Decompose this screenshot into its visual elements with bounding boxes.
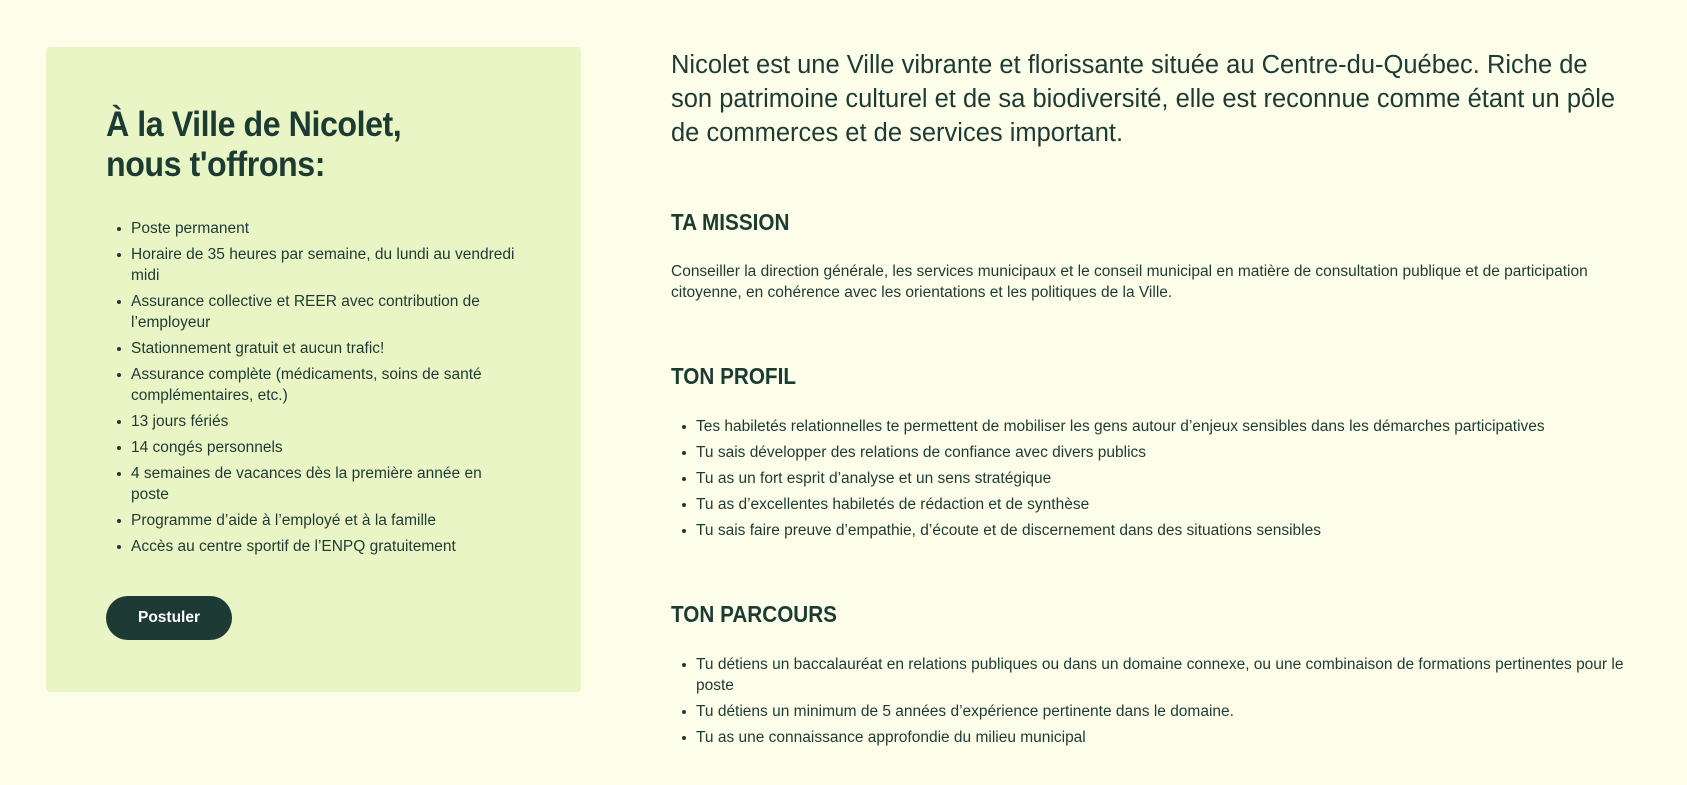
benefit-item: Programme d’aide à l’employé et à la famille: [106, 510, 516, 531]
profile-heading: TON PROFIL: [671, 363, 796, 389]
benefit-item: Accès au centre sportif de l’ENPQ gratuitement: [106, 536, 516, 557]
intro-paragraph: Nicolet est une Ville vibrante et florissante située au Centre-du-Québec. Riche de son patrimoine culturel et de sa biodiversité, elle est reconnue comme étant un pôle de commerces et de services important.: [671, 51, 1616, 147]
profile-item: Tu as d’excellentes habiletés de rédaction et de synthèse: [671, 494, 1631, 515]
benefit-item: Horaire de 35 heures par semaine, du lundi au vendredi midi: [106, 244, 516, 286]
benefit-item: Assurance collective et REER avec contribution de l’employeur: [106, 291, 516, 333]
benefit-item: 14 congés personnels: [106, 437, 516, 458]
benefit-item: Assurance complète (médicaments, soins de santé complémentaires, etc.): [106, 364, 516, 406]
mission-heading: TA MISSION: [671, 209, 790, 235]
benefits-card: [46, 47, 581, 692]
benefit-item: Stationnement gratuit et aucun trafic!: [106, 338, 516, 359]
profile-item: Tes habiletés relationnelles te permettent de mobiliser les gens autour d’enjeux sensibles dans les démarches participatives: [671, 416, 1631, 437]
profile-list: [671, 416, 1631, 541]
mission-text: Conseiller la direction générale, les services municipaux et le conseil municipal en matière de consultation publique et de participation citoyenne, en cohérence avec les orientations et les politiques de la Ville.: [671, 263, 1588, 301]
profile-item: Tu sais faire preuve d’empathie, d’écoute et de discernement dans des situations sensibles: [671, 520, 1631, 541]
benefits-list: [106, 218, 516, 557]
benefits-title: À la Ville de Nicolet, nous t'offrons:: [106, 105, 402, 184]
background-item: Tu détiens un baccalauréat en relations publiques ou dans un domaine connexe, ou une combinaison de formations pertinentes pour le poste: [671, 654, 1631, 696]
job-description: [671, 48, 1631, 753]
apply-button[interactable]: Postuler: [106, 596, 232, 640]
profile-item: Tu sais développer des relations de confiance avec divers publics: [671, 442, 1631, 463]
profile-item: Tu as un fort esprit d’analyse et un sens stratégique: [671, 468, 1631, 489]
background-list: [671, 654, 1631, 748]
benefit-item: 4 semaines de vacances dès la première année en poste: [106, 463, 516, 505]
benefit-item: Poste permanent: [106, 218, 516, 239]
background-item: Tu détiens un minimum de 5 années d’expérience pertinente dans le domaine.: [671, 701, 1631, 722]
benefit-item: 13 jours fériés: [106, 411, 516, 432]
background-item: Tu as une connaissance approfondie du milieu municipal: [671, 727, 1631, 748]
background-heading: TON PARCOURS: [671, 601, 838, 627]
